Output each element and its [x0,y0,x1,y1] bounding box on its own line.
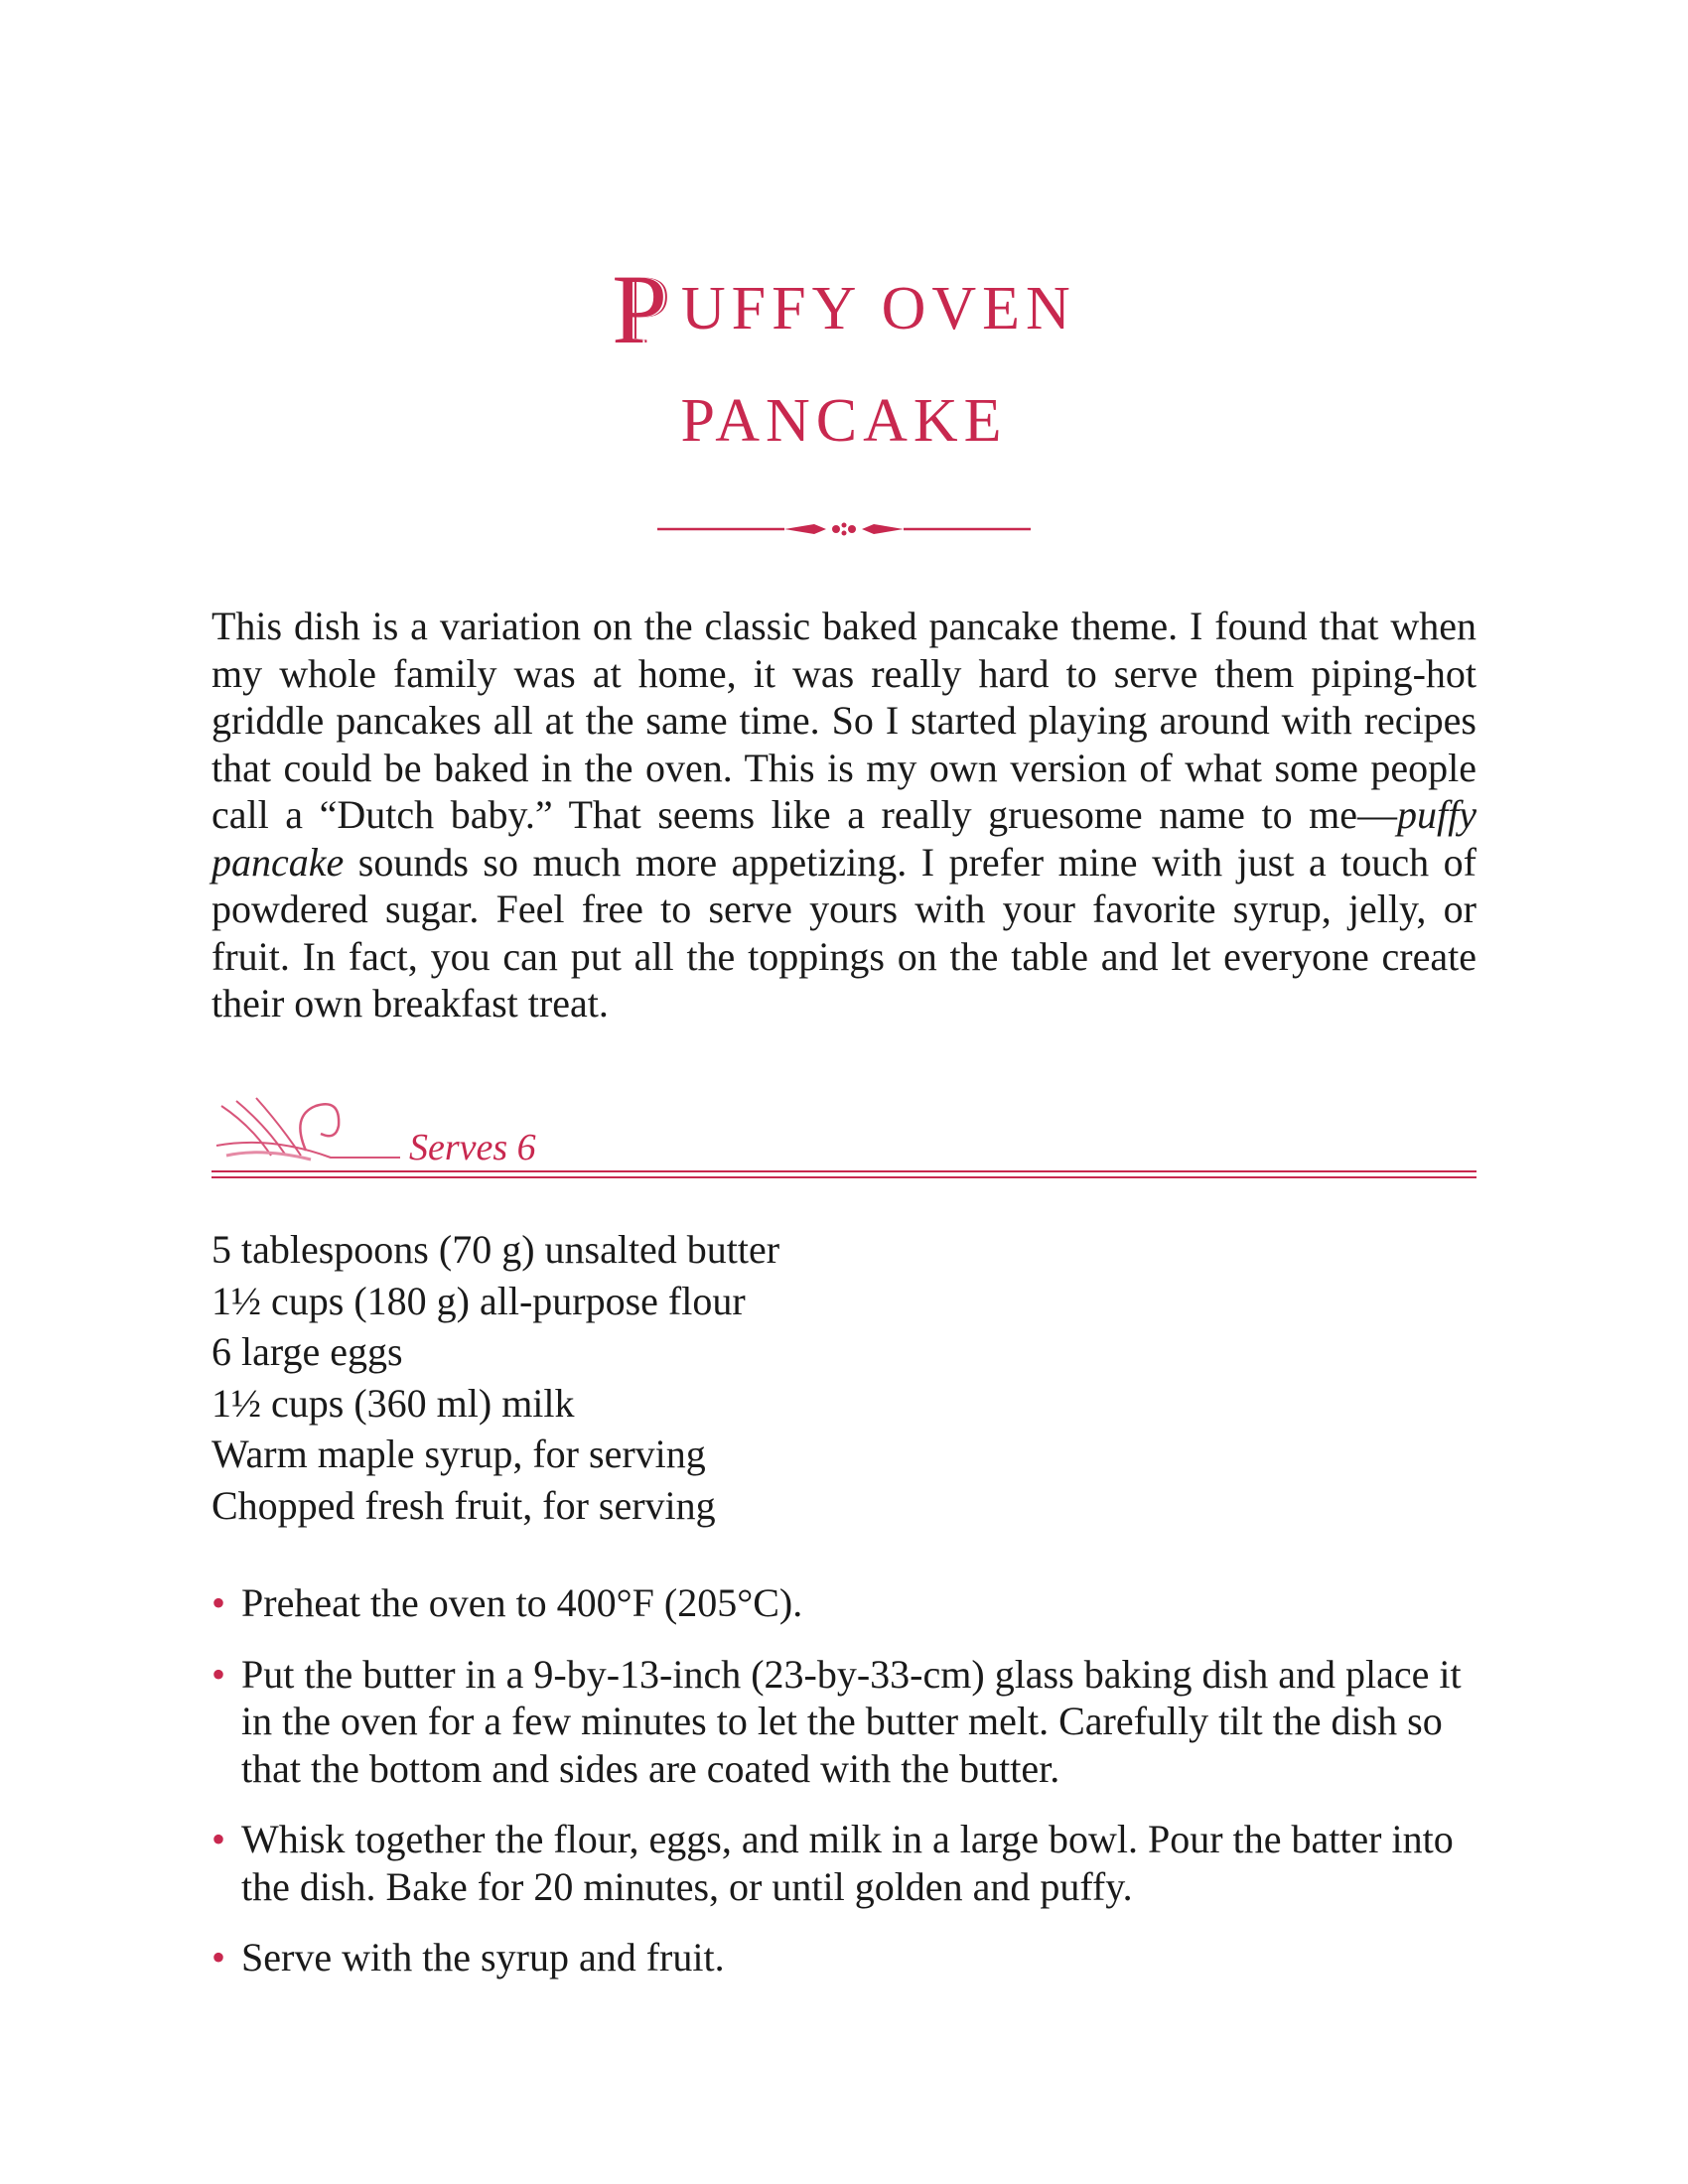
ingredient-item: Chopped fresh fruit, for serving [211,1482,716,1528]
intro-italic-phrase: puffy pancake [211,792,1477,885]
bullet-icon: • [211,1651,226,1697]
section-rule-secondary [211,1176,1477,1178]
title-line-1-text: UFFY OVEN [680,275,1076,342]
bullet-icon: • [211,1817,226,1861]
intro-text-end: sounds so much more appetizing. I prefer mine with just a touch of powdered sugar. Feel free to serve yours with your favorite syrup, jelly, or fruit. In fact, you can put all the toppings on the table and let everyone create their own breakfast treat. [211,839,1477,1025]
bullet-icon: • [211,1580,226,1625]
ornamental-divider [655,516,1033,542]
instruction-steps [211,1579,1492,2005]
ingredient-item: 1½ cups (360 ml) milk [211,1380,575,1426]
flourish-ornament [211,1086,410,1165]
instruction-step [211,1934,1492,1981]
serves-count: Serves 6 [409,1127,536,1168]
step-text: Serve with the syrup and fruit. [241,1935,725,1979]
bullet-icon: • [211,1935,226,1979]
step-text: Whisk together the flour, eggs, and milk in a large bowl. Pour the batter into the dish. Bake for 20 minutes, or until golden and puffy. [241,1817,1454,1909]
ingredient-item: 1½ cups (180 g) all-purpose flour [211,1278,746,1323]
decorative-dropcap: P [612,254,673,364]
instruction-step [211,1579,1492,1627]
ingredient-list [211,1224,779,1531]
ingredient-item: 6 large eggs [211,1329,403,1374]
step-text: Preheat the oven to 400°F (205°C). [241,1580,803,1625]
recipe-title-line-1 [0,254,1688,364]
recipe-title-line-2: PANCAKE [680,387,1008,455]
section-rule [211,1170,1477,1172]
ingredient-item: 5 tablespoons (70 g) unsalted butter [211,1227,780,1272]
serves-header [211,1086,1477,1181]
ingredient-item: Warm maple syrup, for serving [211,1432,706,1476]
intro-paragraph [211,603,1477,1027]
instruction-step [211,1651,1492,1793]
instruction-step [211,1816,1492,1910]
intro-text-start: This dish is a variation on the classic baked pancake theme. I found that when my whole family was at home, it was really hard to serve them piping-hot griddle pancakes all at the same time. So I started playing around with recipes that could be baked in the oven. This is my own version of what some people call a “Dutch baby.” That seems like a really gruesome name to me— [211,604,1477,837]
step-text: Put the butter in a 9-by-13-inch (23-by-33-cm) glass baking dish and place it in the oven for a few minutes to let the butter melt. Carefully tilt the dish so that the bottom and sides are coated with the butter. [241,1651,1462,1791]
